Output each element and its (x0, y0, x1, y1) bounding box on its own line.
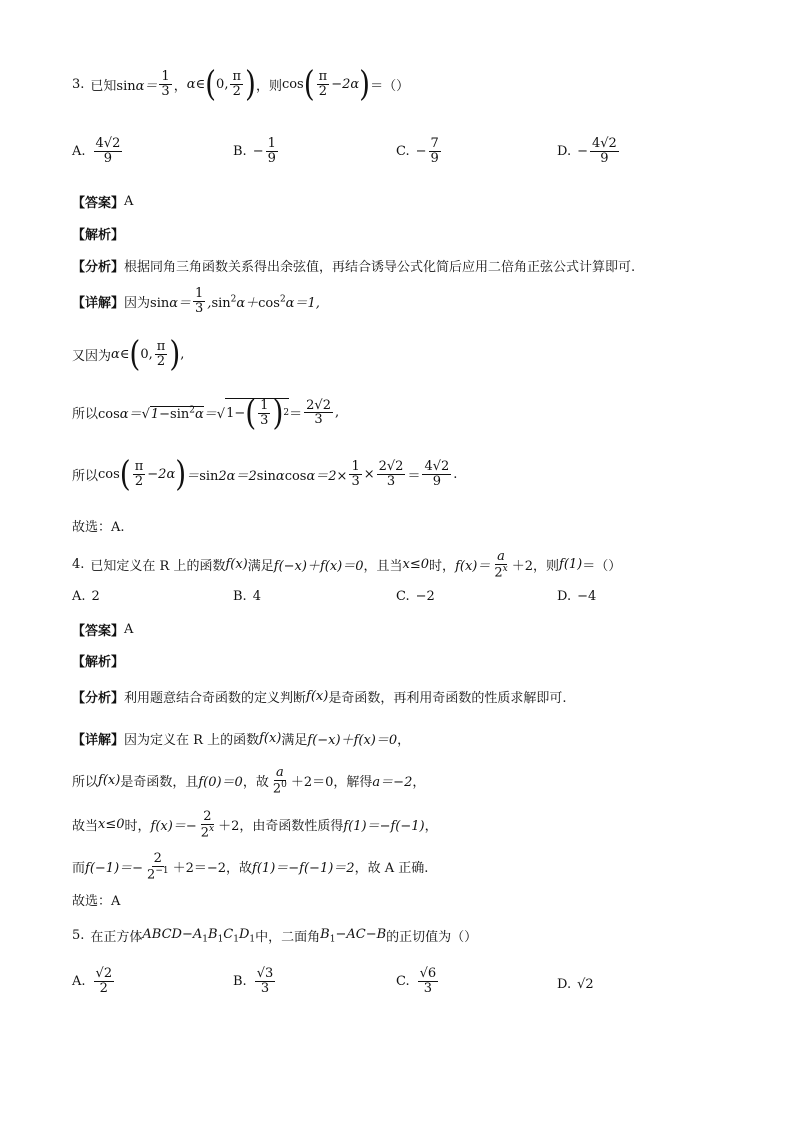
q3-detail-4: 所以 cos ( $\frac{\pi}{2}$ −2α ) ＝sin2α＝2sinαcosα＝2× $\frac{1}{3}$ × $\frac{2√2}{3}$ ＝ $\frac{4√2}{9}$ . (72, 452, 458, 495)
q3-option-b: B. − $\frac{1}{9}$ (233, 136, 276, 166)
q4-fenxi: 【分析】 利用题意结合奇函数的定义判断 f(x) 是奇函数，再利用奇函数的性质求解即可. (72, 689, 567, 706)
q4-detail-1: 【详解】 因为定义在 R 上的函数 f(x) 满足 f(−x)＋f(x)＝0 ， (72, 731, 411, 748)
q3-stem: 3. 已知 sinα＝ $\frac{1}{3}$ ， α∈ ( 0, $\frac{\pi}{2}$ ) ，则 cos ( $\frac{\pi}{2}$ −2α ) ＝（） (72, 62, 410, 105)
q5-option-a: A. $\frac{√2}{2}$ (72, 966, 113, 996)
q4-detail-4: 而 f(−1)＝− $\frac{2}{2^{-1}}$ ＋2＝−2 ，故 f(1)＝−f(−1)＝2 ，故 A 正确. (72, 851, 429, 882)
q3-choose: 故选：A. (72, 520, 125, 535)
q3-detail-1: 【详解】 因为 sinα＝ $\frac{1}{3}$ $,\sin^2\alpha+\cos^2\alpha=1$, (72, 286, 320, 316)
q3-analysis-label: 【解析】 (72, 228, 125, 243)
q5-option-b: B. $\frac{√3}{3}$ (233, 966, 274, 996)
q4-choose: 故选：A (72, 894, 121, 909)
q4-option-c: C. −2 (396, 589, 435, 604)
q5-stem: 5. 在正方体 $ABCD-A_1B_1C_1D_1$ 中，二面角 $B_1-AC-B$ 的正切值为（） (72, 926, 478, 945)
q3-detail-2: 又因为 α∈ ( 0, $\frac{\pi}{2}$ ) , (72, 332, 185, 375)
q5-option-d: D. √2 (557, 977, 594, 992)
q4-option-a: A. 2 (72, 589, 100, 604)
q4-detail-3: 故当 x≤0 时， f(x)＝− $\frac{2}{2^x}$ ＋2 ，由奇函数性质得 f(1)＝−f(−1) ， (72, 809, 438, 840)
q3-option-c: C. − $\frac{7}{9}$ (396, 136, 439, 166)
q3-option-d: D. − $\frac{4√2}{9}$ (557, 136, 617, 166)
q5-option-c: C. $\frac{√6}{3}$ (396, 966, 437, 996)
q4-stem: 4. 已知定义在 R 上的函数 f(x) 满足 f(−x)＋f(x)＝0 ，且当 x≤0 时， f(x)＝ $\frac{a}{2^x}$ ＋2 ，则 f(1) ＝（） (72, 549, 622, 580)
q3-fenxi: 【分析】 根据同角三角函数关系得出余弦值，再结合诱导公式化简后应用二倍角正弦公式计算即可. (72, 260, 636, 275)
q3-number: 3. (72, 76, 85, 92)
q4-answer: 【答案】 A (72, 622, 134, 639)
q4-option-d: D. −4 (557, 589, 597, 604)
q4-option-b: B. 4 (233, 589, 261, 604)
q3-detail-3: 所以 $\cos\alpha=√1-\sin^2\alpha=√$ 1− ( $\frac{1}{3}$ ) 2 ＝ $\frac{2√2}{3}$ , (72, 391, 340, 434)
q4-analysis-label: 【解析】 (72, 655, 125, 670)
q3-option-a: A. $\frac{4√2}{9}$ (72, 136, 121, 166)
q3-answer: 【答案】 A (72, 194, 134, 211)
q4-detail-2: 所以 f(x) 是奇函数，且 f(0)＝0 ，故 $\frac{a}{2^0}$ ＋2＝0 ，解得 a＝−2 ， (72, 765, 426, 796)
